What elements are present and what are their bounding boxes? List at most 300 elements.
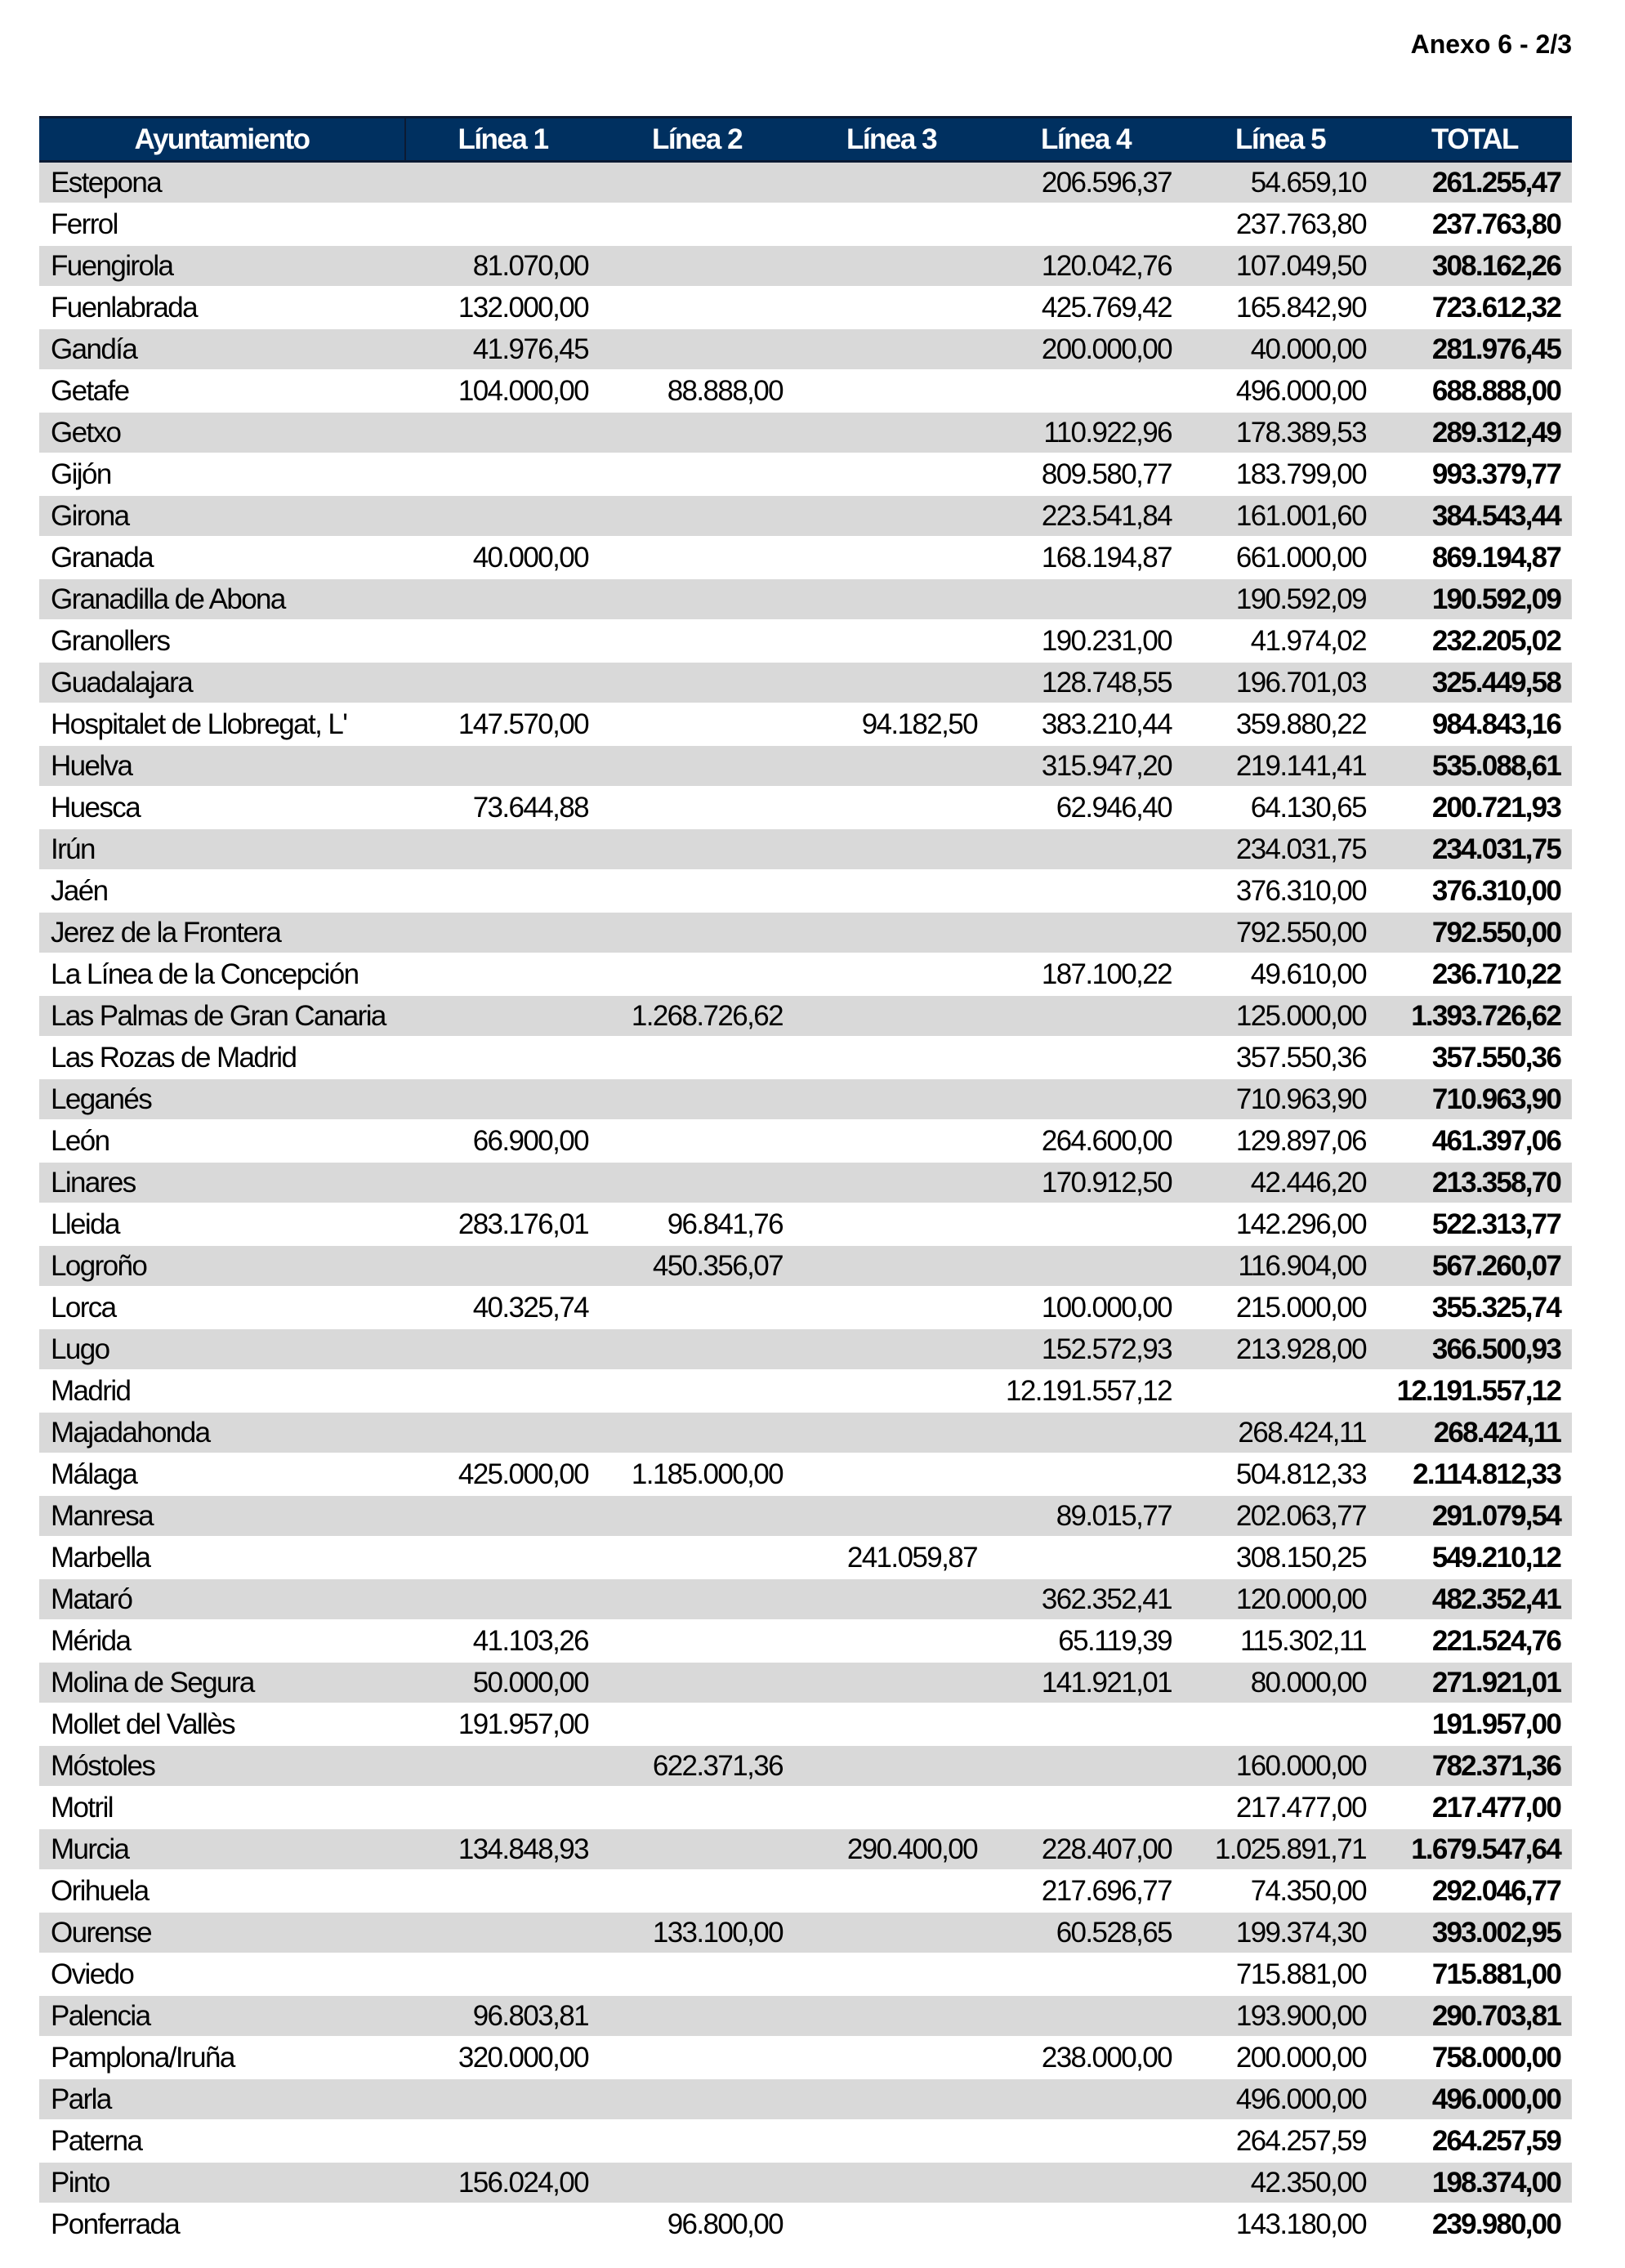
cell-linea-5: 202.063,77 [1183,1495,1377,1537]
table-row [39,245,1572,287]
cell-linea-1 [405,162,600,204]
cell-linea-3 [794,2162,989,2203]
cell-linea-5: 129.897,06 [1183,1120,1377,1162]
cell-linea-2 [600,1370,794,1412]
cell-ayuntamiento: Irún [39,828,405,870]
cell-linea-3 [794,1453,989,1495]
cell-total: 782.371,36 [1377,1745,1572,1787]
cell-ayuntamiento: Motril [39,1787,405,1828]
cell-linea-4: 200.000,00 [989,328,1183,370]
cell-linea-5: 504.812,33 [1183,1453,1377,1495]
cell-linea-4: 60.528,65 [989,1912,1183,1953]
cell-linea-1 [405,1370,600,1412]
cell-linea-5: 200.000,00 [1183,2037,1377,2078]
cell-total: 190.592,09 [1377,578,1572,620]
cell-linea-1 [405,578,600,620]
cell-total: 869.194,87 [1377,537,1572,578]
cell-linea-4: 128.748,55 [989,662,1183,703]
cell-linea-3 [794,1703,989,1745]
cell-linea-1 [405,1412,600,1453]
cell-ayuntamiento: Estepona [39,162,405,204]
cell-total: 522.313,77 [1377,1203,1572,1245]
cell-linea-3 [794,1745,989,1787]
cell-linea-3 [794,787,989,828]
cell-linea-3 [794,870,989,912]
cell-linea-2: 1.185.000,00 [600,1453,794,1495]
header-linea-4: Línea 4 [989,118,1183,162]
cell-ayuntamiento: Jerez de la Frontera [39,912,405,953]
cell-linea-5: 496.000,00 [1183,370,1377,412]
cell-linea-5: 715.881,00 [1183,1953,1377,1995]
cell-total: 191.957,00 [1377,1703,1572,1745]
cell-linea-5: 42.446,20 [1183,1162,1377,1203]
table-row [39,1870,1572,1912]
cell-linea-5: 496.000,00 [1183,2078,1377,2120]
cell-linea-2 [600,1287,794,1328]
cell-ayuntamiento: Granadilla de Abona [39,578,405,620]
cell-linea-2 [600,1953,794,1995]
cell-linea-1 [405,1037,600,1078]
cell-linea-5: 120.000,00 [1183,1578,1377,1620]
table-row [39,703,1572,745]
cell-linea-5: 199.374,30 [1183,1912,1377,1953]
cell-ayuntamiento: Logroño [39,1245,405,1287]
cell-linea-1: 81.070,00 [405,245,600,287]
cell-linea-1 [405,1787,600,1828]
cell-linea-1 [405,203,600,245]
cell-linea-4: 62.946,40 [989,787,1183,828]
cell-linea-2 [600,2162,794,2203]
cell-linea-1: 96.803,81 [405,1995,600,2037]
cell-linea-5: 359.880,22 [1183,703,1377,745]
cell-linea-2 [600,1120,794,1162]
cell-linea-1: 104.000,00 [405,370,600,412]
header-linea-2: Línea 2 [600,118,794,162]
cell-linea-3 [794,912,989,953]
cell-linea-4 [989,1953,1183,1995]
cell-linea-4: 89.015,77 [989,1495,1183,1537]
cell-ayuntamiento: La Línea de la Concepción [39,953,405,995]
cell-linea-1 [405,495,600,537]
cell-linea-1 [405,1537,600,1578]
table-row [39,2203,1572,2245]
cell-linea-2: 450.356,07 [600,1245,794,1287]
cell-linea-2 [600,2120,794,2162]
cell-linea-4: 110.922,96 [989,412,1183,453]
cell-linea-2 [600,245,794,287]
cell-total: 688.888,00 [1377,370,1572,412]
table-row [39,412,1572,453]
table-row [39,1828,1572,1870]
table-row [39,1495,1572,1537]
table-row [39,328,1572,370]
cell-linea-5: 268.424,11 [1183,1412,1377,1453]
cell-linea-3 [794,1620,989,1662]
table-row [39,370,1572,412]
cell-linea-5: 376.310,00 [1183,870,1377,912]
cell-linea-5: 661.000,00 [1183,537,1377,578]
cell-ayuntamiento: Las Rozas de Madrid [39,1037,405,1078]
table-row [39,1078,1572,1120]
cell-linea-5: 357.550,36 [1183,1037,1377,1078]
table-row [39,1287,1572,1328]
cell-ayuntamiento: Ponferrada [39,2203,405,2245]
cell-linea-2 [600,1037,794,1078]
cell-linea-1 [405,1162,600,1203]
cell-linea-2 [600,1412,794,1453]
cell-ayuntamiento: Gijón [39,453,405,495]
cell-linea-4 [989,1203,1183,1245]
table-row [39,1120,1572,1162]
cell-linea-4 [989,1412,1183,1453]
cell-linea-4: 228.407,00 [989,1828,1183,1870]
cell-total: 549.210,12 [1377,1537,1572,1578]
cell-total: 376.310,00 [1377,870,1572,912]
cell-linea-3 [794,453,989,495]
cell-linea-4 [989,1703,1183,1745]
cell-linea-3 [794,828,989,870]
cell-ayuntamiento: Getafe [39,370,405,412]
cell-linea-2: 88.888,00 [600,370,794,412]
cell-linea-4: 315.947,20 [989,745,1183,787]
cell-linea-1: 40.000,00 [405,537,600,578]
cell-linea-5: 217.477,00 [1183,1787,1377,1828]
cell-linea-4 [989,1995,1183,2037]
table-row [39,2120,1572,2162]
cell-linea-4 [989,1037,1183,1078]
cell-total: 289.312,49 [1377,412,1572,453]
table-row [39,995,1572,1037]
cell-linea-5: 165.842,90 [1183,287,1377,328]
cell-linea-2 [600,745,794,787]
cell-linea-2 [600,287,794,328]
cell-ayuntamiento: Hospitalet de Llobregat, L' [39,703,405,745]
cell-total: 715.881,00 [1377,1953,1572,1995]
cell-linea-3 [794,1287,989,1328]
cell-linea-3 [794,537,989,578]
cell-linea-1 [405,995,600,1037]
cell-ayuntamiento: Jaén [39,870,405,912]
cell-total: 281.976,45 [1377,328,1572,370]
cell-linea-5: 161.001,60 [1183,495,1377,537]
cell-total: 567.260,07 [1377,1245,1572,1287]
cell-linea-2 [600,1078,794,1120]
table-row [39,1578,1572,1620]
cell-linea-4: 65.119,39 [989,1620,1183,1662]
table-row [39,495,1572,537]
cell-ayuntamiento: Lugo [39,1328,405,1370]
cell-linea-1 [405,1578,600,1620]
cell-linea-4 [989,1787,1183,1828]
cell-linea-3 [794,1203,989,1245]
cell-linea-4: 223.541,84 [989,495,1183,537]
cell-linea-4: 168.194,87 [989,537,1183,578]
cell-linea-3 [794,495,989,537]
cell-total: 461.397,06 [1377,1120,1572,1162]
cell-linea-1 [405,412,600,453]
cell-linea-3 [794,2037,989,2078]
table-row [39,1537,1572,1578]
table-row [39,1203,1572,1245]
cell-linea-4: 362.352,41 [989,1578,1183,1620]
table-row [39,1662,1572,1703]
header-linea-3: Línea 3 [794,118,989,162]
cell-linea-2 [600,1495,794,1537]
cell-linea-2 [600,1328,794,1370]
cell-linea-1 [405,1078,600,1120]
header-linea-1: Línea 1 [405,118,600,162]
cell-ayuntamiento: Orihuela [39,1870,405,1912]
cell-linea-3 [794,1037,989,1078]
cell-ayuntamiento: Lorca [39,1287,405,1328]
cell-linea-4 [989,370,1183,412]
cell-linea-4: 383.210,44 [989,703,1183,745]
table-row [39,953,1572,995]
cell-linea-4: 152.572,93 [989,1328,1183,1370]
cell-ayuntamiento: Lleida [39,1203,405,1245]
cell-linea-5 [1183,1370,1377,1412]
cell-linea-4: 141.921,01 [989,1662,1183,1703]
cell-linea-2: 1.268.726,62 [600,995,794,1037]
cell-linea-5: 308.150,25 [1183,1537,1377,1578]
cell-ayuntamiento: Ourense [39,1912,405,1953]
table-header [39,118,1572,162]
table-row [39,1703,1572,1745]
cell-linea-2 [600,2078,794,2120]
cell-ayuntamiento: Marbella [39,1537,405,1578]
cell-linea-2 [600,1578,794,1620]
table-row [39,2078,1572,2120]
table-row [39,1995,1572,2037]
cell-total: 308.162,26 [1377,245,1572,287]
cell-linea-1: 50.000,00 [405,1662,600,1703]
cell-linea-3 [794,2078,989,2120]
cell-linea-3 [794,370,989,412]
cell-linea-4 [989,1453,1183,1495]
table-row [39,870,1572,912]
cell-total: 355.325,74 [1377,1287,1572,1328]
cell-total: 482.352,41 [1377,1578,1572,1620]
table-row [39,1620,1572,1662]
cell-linea-4: 187.100,22 [989,953,1183,995]
cell-total: 239.980,00 [1377,2203,1572,2245]
cell-linea-1: 40.325,74 [405,1287,600,1328]
cell-linea-2 [600,578,794,620]
cell-linea-4: 190.231,00 [989,620,1183,662]
cell-linea-5: 40.000,00 [1183,328,1377,370]
cell-linea-1: 156.024,00 [405,2162,600,2203]
cell-linea-2 [600,620,794,662]
cell-linea-1 [405,1745,600,1787]
cell-linea-4: 100.000,00 [989,1287,1183,1328]
cell-ayuntamiento: Mollet del Vallès [39,1703,405,1745]
cell-linea-1 [405,1912,600,1953]
cell-total: 213.358,70 [1377,1162,1572,1203]
table-row [39,162,1572,204]
cell-ayuntamiento: Gandía [39,328,405,370]
cell-linea-5: 125.000,00 [1183,995,1377,1037]
cell-linea-2: 622.371,36 [600,1745,794,1787]
cell-linea-4 [989,1537,1183,1578]
cell-linea-2 [600,328,794,370]
cell-total: 236.710,22 [1377,953,1572,995]
cell-ayuntamiento: Huelva [39,745,405,787]
cell-linea-4 [989,2078,1183,2120]
cell-linea-2 [600,162,794,204]
cell-linea-2 [600,453,794,495]
funding-table [39,116,1572,2246]
cell-total: 237.763,80 [1377,203,1572,245]
cell-linea-2 [600,912,794,953]
cell-linea-3: 290.400,00 [794,1828,989,1870]
cell-linea-1 [405,453,600,495]
cell-total: 993.379,77 [1377,453,1572,495]
cell-total: 290.703,81 [1377,1995,1572,2037]
table-row [39,1787,1572,1828]
cell-ayuntamiento: Majadahonda [39,1412,405,1453]
cell-linea-3 [794,328,989,370]
cell-ayuntamiento: Granada [39,537,405,578]
cell-ayuntamiento: Manresa [39,1495,405,1537]
cell-ayuntamiento: Guadalajara [39,662,405,703]
cell-linea-1: 66.900,00 [405,1120,600,1162]
cell-linea-2 [600,1828,794,1870]
cell-linea-2 [600,203,794,245]
cell-linea-4 [989,828,1183,870]
cell-linea-2 [600,703,794,745]
table-row [39,2162,1572,2203]
cell-total: 198.374,00 [1377,2162,1572,2203]
cell-total: 357.550,36 [1377,1037,1572,1078]
cell-linea-3 [794,1162,989,1203]
cell-linea-5: 183.799,00 [1183,453,1377,495]
cell-linea-4 [989,1245,1183,1287]
cell-linea-3 [794,1953,989,1995]
table-row [39,1162,1572,1203]
cell-ayuntamiento: Linares [39,1162,405,1203]
cell-ayuntamiento: Fuenlabrada [39,287,405,328]
cell-linea-3 [794,1328,989,1370]
cell-linea-3 [794,578,989,620]
table-row [39,1037,1572,1078]
cell-ayuntamiento: Málaga [39,1453,405,1495]
table-row [39,662,1572,703]
table-row [39,1328,1572,1370]
cell-linea-4 [989,2120,1183,2162]
cell-linea-3 [794,412,989,453]
cell-linea-2 [600,953,794,995]
cell-linea-5 [1183,1703,1377,1745]
cell-total: 710.963,90 [1377,1078,1572,1120]
cell-linea-5: 116.904,00 [1183,1245,1377,1287]
cell-total: 221.524,76 [1377,1620,1572,1662]
cell-linea-3 [794,1370,989,1412]
cell-total: 325.449,58 [1377,662,1572,703]
cell-ayuntamiento: Madrid [39,1370,405,1412]
cell-linea-3 [794,287,989,328]
header-linea-5: Línea 5 [1183,118,1377,162]
cell-linea-1 [405,870,600,912]
table-row [39,1953,1572,1995]
cell-linea-5: 80.000,00 [1183,1662,1377,1703]
cell-linea-3 [794,162,989,204]
header-ayuntamiento: Ayuntamiento [39,118,405,162]
cell-linea-2 [600,787,794,828]
cell-linea-3: 94.182,50 [794,703,989,745]
cell-linea-5: 41.974,02 [1183,620,1377,662]
table-row [39,912,1572,953]
cell-linea-5: 74.350,00 [1183,1870,1377,1912]
cell-linea-1 [405,2078,600,2120]
cell-linea-4 [989,203,1183,245]
cell-total: 291.079,54 [1377,1495,1572,1537]
cell-total: 268.424,11 [1377,1412,1572,1453]
cell-linea-5: 190.592,09 [1183,578,1377,620]
cell-linea-3 [794,745,989,787]
cell-linea-1 [405,953,600,995]
cell-ayuntamiento: Mataró [39,1578,405,1620]
cell-total: 1.679.547,64 [1377,1828,1572,1870]
cell-total: 496.000,00 [1377,2078,1572,2120]
cell-linea-4 [989,912,1183,953]
cell-linea-2 [600,495,794,537]
cell-linea-2 [600,537,794,578]
cell-linea-3 [794,1078,989,1120]
table-row [39,537,1572,578]
table-row [39,828,1572,870]
cell-total: 792.550,00 [1377,912,1572,953]
header-total: TOTAL [1377,118,1572,162]
cell-linea-2 [600,1703,794,1745]
table-row [39,1912,1572,1953]
table-row [39,1453,1572,1495]
cell-total: 232.205,02 [1377,620,1572,662]
cell-linea-5: 215.000,00 [1183,1287,1377,1328]
cell-ayuntamiento: Getxo [39,412,405,453]
cell-ayuntamiento: Huesca [39,787,405,828]
cell-linea-4 [989,578,1183,620]
cell-linea-1 [405,1245,600,1287]
table-row [39,203,1572,245]
cell-linea-5: 143.180,00 [1183,2203,1377,2245]
cell-linea-4: 120.042,76 [989,245,1183,287]
cell-linea-3 [794,1870,989,1912]
cell-linea-1: 425.000,00 [405,1453,600,1495]
cell-linea-1 [405,1953,600,1995]
cell-linea-4: 170.912,50 [989,1162,1183,1203]
cell-linea-5: 710.963,90 [1183,1078,1377,1120]
cell-linea-1: 73.644,88 [405,787,600,828]
cell-linea-4: 809.580,77 [989,453,1183,495]
cell-ayuntamiento: Murcia [39,1828,405,1870]
cell-linea-1 [405,620,600,662]
cell-linea-5: 64.130,65 [1183,787,1377,828]
table-row [39,287,1572,328]
cell-linea-5: 49.610,00 [1183,953,1377,995]
cell-linea-2 [600,1870,794,1912]
cell-linea-2 [600,2037,794,2078]
cell-ayuntamiento: Pamplona/Iruña [39,2037,405,2078]
cell-linea-4 [989,2203,1183,2245]
cell-linea-5: 219.141,41 [1183,745,1377,787]
table-row [39,1412,1572,1453]
cell-linea-1 [405,2203,600,2245]
cell-linea-5: 193.900,00 [1183,1995,1377,2037]
cell-linea-5: 234.031,75 [1183,828,1377,870]
cell-ayuntamiento: Granollers [39,620,405,662]
cell-linea-5: 54.659,10 [1183,162,1377,204]
cell-total: 261.255,47 [1377,162,1572,204]
